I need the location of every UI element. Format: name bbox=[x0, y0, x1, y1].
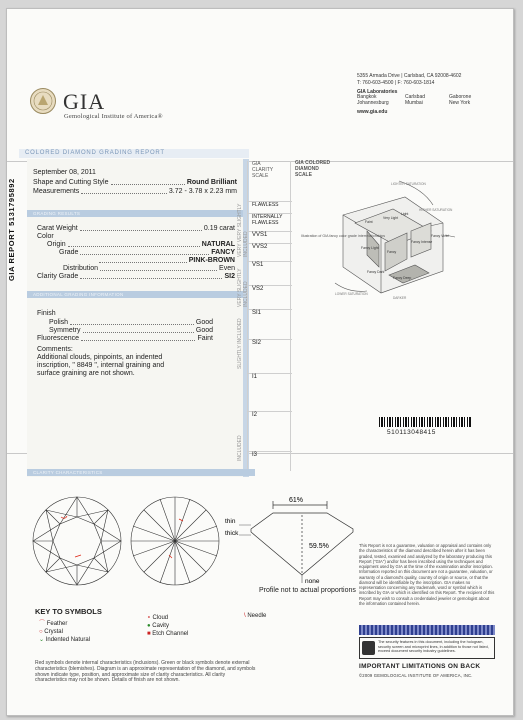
clarity-grade: VS2 bbox=[248, 285, 292, 307]
clarity-side-label: VERY VERY SLIGHTLY INCLUDED bbox=[237, 203, 249, 257]
shape-label: Shape and Cutting Style bbox=[33, 179, 109, 187]
comments-line: Additional clouds, pinpoints, an indented bbox=[37, 353, 163, 361]
distribution-row bbox=[37, 265, 235, 273]
key-item bbox=[147, 623, 237, 630]
cavity-icon: ● bbox=[147, 623, 151, 629]
clarity-value: SI2 bbox=[224, 273, 235, 281]
clarity-grade: I3 bbox=[248, 451, 292, 471]
lab-city: Gaborone bbox=[449, 94, 472, 101]
key-item bbox=[39, 621, 139, 628]
finish-label: Finish bbox=[37, 310, 56, 318]
disclaimer: This Report is not a guarantee, valuation or appraisal and contains only the characteristics of the diamond described herein after it has been graded, tested, examined and analyzed by the laboratory producing this Report ("GIA") and/or has been inscribed using the techniques and equipment used by GIA at the time of the examination and/or inscription. Information reported on this document are not a guarantee, valuation, or warranty of a diamond's quality, country of origin or source, or that the diamond will be identifiable by the inscription. GIA makes no representation concerning any trademark, word or symbol which is inscribed by GIA or which is identified on this Report. The recipient of this Report may wish to consult a credentialed jeweler or gemologist about the information contained herein. bbox=[359, 543, 495, 606]
measurements-row bbox=[27, 187, 243, 196]
illustration-caption: Illustration of GIA fancy color grade interrelationships bbox=[301, 234, 386, 238]
crown-plot-diagram bbox=[31, 495, 123, 587]
origin-row bbox=[37, 241, 235, 249]
lab-city: Bangkok bbox=[357, 94, 377, 101]
grading-results-band: GRADING RESULTS bbox=[27, 210, 243, 217]
color-grade-label: Light bbox=[401, 212, 409, 216]
report-left-column bbox=[27, 159, 249, 477]
color-grade-label: Fancy bbox=[387, 250, 397, 254]
clarity-grade: FLAWLESS bbox=[248, 201, 292, 208]
key-item bbox=[244, 613, 294, 620]
grade-value: FANCY bbox=[211, 249, 235, 257]
fluorescence-label: Fluorescence bbox=[37, 334, 80, 342]
clarity-label: Clarity Grade bbox=[37, 273, 79, 281]
key-item-label: Etch Channel bbox=[152, 631, 189, 637]
clarity-grade: INTERNALLY FLAWLESS bbox=[248, 213, 292, 226]
comments-line: surface graining are not shown. bbox=[37, 369, 135, 377]
color-grade-label: Fancy Dark bbox=[367, 270, 385, 274]
security-text: The security features in this document, including the hologram, security screen and microprint lines, in addition to those not listed, exceed document security industry guidelines. bbox=[378, 640, 489, 654]
key-item-label: Indented Natural bbox=[45, 637, 91, 643]
measurements-label: Measurements bbox=[33, 188, 80, 196]
color-grade-label: Fancy Vivid bbox=[431, 234, 449, 238]
key-item bbox=[147, 631, 237, 638]
color-grade-label: Fancy Intense bbox=[411, 240, 433, 244]
key-item-label: Crystal bbox=[44, 629, 63, 635]
comments-label: Comments: bbox=[37, 345, 73, 353]
clarity-side-label: VERY SLIGHTLY INCLUDED bbox=[237, 268, 249, 307]
key-item bbox=[39, 637, 139, 644]
gia-seal-icon bbox=[29, 87, 57, 115]
axis-label: LIGHTER SATURATION bbox=[391, 182, 426, 186]
security-notice bbox=[359, 637, 495, 659]
color-grade-label: Faint bbox=[365, 220, 373, 224]
distribution-label: Distribution bbox=[63, 265, 99, 273]
clarity-characteristics-band: CLARITY CHARACTERISTICS bbox=[27, 469, 255, 476]
institute-name: Gemological Institute of America® bbox=[64, 113, 163, 120]
labs-grid bbox=[357, 95, 507, 107]
key-item-label: Cloud bbox=[152, 615, 169, 621]
girdle-label-thick: thick bbox=[225, 530, 239, 537]
barcode bbox=[379, 417, 471, 427]
report-number-vertical: GIA REPORT 5131795892 bbox=[7, 178, 16, 281]
clarity-grade: VS1 bbox=[248, 261, 292, 283]
grade-row-2 bbox=[37, 257, 235, 265]
shape-value: Round Brilliant bbox=[186, 179, 237, 187]
clarity-scale bbox=[237, 161, 291, 471]
indented-natural-icon: ⌄ bbox=[39, 637, 45, 643]
lab-city: New York bbox=[449, 100, 471, 106]
color-scale-title: GIA COLORED DIAMOND SCALE bbox=[295, 160, 331, 178]
lab-address bbox=[357, 74, 507, 116]
important-limitations: IMPORTANT LIMITATIONS ON BACK bbox=[359, 663, 481, 670]
clarity-grade: SI2 bbox=[248, 339, 292, 369]
key-item-label: Cavity bbox=[152, 623, 169, 629]
symmetry-label: Symmetry bbox=[49, 326, 81, 334]
grading-results bbox=[27, 217, 243, 281]
measurements-value: 3.72 - 3.78 x 2.23 mm bbox=[168, 188, 237, 196]
origin-value: NATURAL bbox=[201, 241, 235, 249]
clarity-grade: SI1 bbox=[248, 309, 292, 337]
distribution-value: Even bbox=[219, 265, 235, 273]
table-percent: 61% bbox=[289, 497, 304, 504]
clarity-side-label: INCLUDED bbox=[237, 435, 243, 461]
key-item-label: Needle bbox=[247, 613, 267, 619]
clarity-side-label: SLIGHTLY INCLUDED bbox=[237, 318, 243, 369]
color-grade-cube-diagram bbox=[295, 175, 455, 303]
proportions-profile-diagram bbox=[225, 491, 375, 585]
profile-caption: Profile not to actual proportions bbox=[259, 587, 356, 594]
color-scale bbox=[295, 161, 455, 301]
color-grade-label: Fancy Deep bbox=[393, 276, 412, 280]
phone-line: T: 760-603-4500 | F: 760-603-1814 bbox=[357, 79, 435, 86]
report-date: September 08, 2011 bbox=[33, 169, 96, 176]
additional-info bbox=[27, 298, 243, 377]
symmetry-row bbox=[37, 327, 213, 335]
grade-value-2: PINK-BROWN bbox=[188, 257, 235, 265]
polish-label: Polish bbox=[49, 318, 69, 326]
labs-title: GIA Laboratories bbox=[357, 88, 398, 95]
grading-report-page bbox=[6, 8, 514, 716]
feather-icon: ⌒ bbox=[39, 621, 46, 627]
cloud-icon: ∘ bbox=[147, 615, 151, 621]
clarity-scale-title: GIA CLARITY SCALE bbox=[252, 161, 274, 179]
clarity-grade: VVS2 bbox=[248, 243, 292, 250]
girdle-label-thin: thin bbox=[225, 518, 236, 525]
culet-label: none bbox=[305, 578, 320, 585]
security-pattern-strip bbox=[359, 625, 495, 635]
grade-label: Grade bbox=[59, 249, 79, 257]
axis-label: HIGHER SATURATION bbox=[419, 208, 453, 212]
grade-row bbox=[37, 249, 235, 257]
crystal-icon: ○ bbox=[39, 629, 43, 635]
lab-city: Carlsbad bbox=[405, 94, 426, 101]
color-grade-label: Very Light bbox=[383, 216, 399, 220]
fluorescence-row bbox=[37, 335, 213, 343]
key-item bbox=[39, 629, 139, 636]
axis-label: LOWER SATURATION bbox=[335, 292, 368, 296]
etch-channel-icon: ■ bbox=[147, 631, 151, 637]
color-label: Color bbox=[37, 233, 54, 241]
website: www.gia.edu bbox=[357, 108, 388, 115]
shape-row bbox=[27, 177, 243, 187]
carat-row bbox=[37, 225, 235, 233]
carat-label: Carat Weight bbox=[37, 225, 78, 233]
clarity-grade: I1 bbox=[248, 373, 292, 409]
clarity-row bbox=[37, 273, 235, 281]
brand-logo-text: GIA bbox=[63, 89, 106, 114]
origin-label: Origin bbox=[47, 241, 66, 249]
shield-icon bbox=[362, 641, 375, 655]
copyright: ©2009 GEMOLOGICAL INSTITUTE OF AMERICA, INC. bbox=[359, 673, 473, 678]
carat-value: 0.19 carat bbox=[203, 225, 235, 233]
lab-city: Johannesburg bbox=[357, 100, 389, 106]
depth-percent: 59.5% bbox=[309, 543, 329, 550]
key-item bbox=[147, 615, 237, 622]
pavilion-plot-diagram bbox=[129, 495, 221, 587]
clarity-grade: VVS1 bbox=[248, 231, 292, 238]
symmetry-value: Good bbox=[195, 326, 213, 334]
barcode-number: 510113048415 bbox=[387, 429, 436, 436]
report-title: COLORED DIAMOND GRADING REPORT bbox=[19, 149, 249, 158]
polish-row bbox=[37, 319, 213, 327]
comments-line: inscription, " 8849 ", internal graining and bbox=[37, 361, 165, 369]
key-title: KEY TO SYMBOLS bbox=[35, 607, 102, 616]
additional-info-band: ADDITIONAL GRADING INFORMATION bbox=[27, 291, 243, 298]
lab-city: Mumbai bbox=[405, 100, 423, 106]
axis-label: DARKER bbox=[393, 296, 407, 300]
address-line: 5355 Armada Drive | Carlsbad, CA 92008-4602 bbox=[357, 73, 462, 79]
color-grade-label: Fancy Light bbox=[361, 246, 379, 250]
fluorescence-value: Faint bbox=[197, 334, 213, 342]
key-note: Red symbols denote internal characteristics (inclusions). Green or black symbols denote external characteristics (blemishes). Diagram is an approximate representation of the diamond, and symbols shown indicate type, position, and approximate size of clarity characteristics. All clarity characteristics may not be shown. Details of finish are not shown. bbox=[35, 660, 256, 684]
clarity-grade: I2 bbox=[248, 411, 292, 447]
polish-value: Good bbox=[195, 318, 213, 326]
needle-icon: \ bbox=[244, 613, 246, 619]
key-item-label: Feather bbox=[46, 621, 68, 627]
